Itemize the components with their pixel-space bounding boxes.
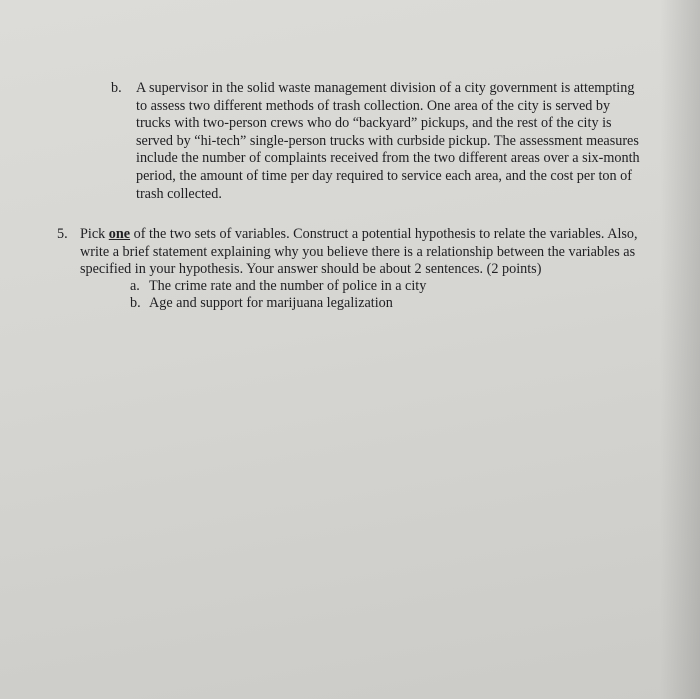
option-b-marker: b. [130,295,141,311]
option-b-text: Age and support for marijuana legalization [149,295,393,311]
question-5-line: write a brief statement explaining why you believe there is a relationship between the variables as [80,243,636,260]
question-4b-line: period, the amount of time per day required to service each area, and the cost per ton of [136,167,632,184]
question-5-line1-before: Pick [80,226,109,242]
question-4b-line: served by “hi-tech” single-person trucks with curbside pickup. The assessment measures [136,132,639,149]
question-4b-line: A supervisor in the solid waste management division of a city government is attempting [136,80,635,96]
question-4b-marker: b. [111,80,122,96]
page-shadow [660,0,700,699]
question-5-line: specified in your hypothesis. Your answer should be about 2 sentences. (2 points) [80,261,542,278]
question-5-line1-after: of the two sets of variables. Construct a potential hypothesis to relate the variables. Also, [130,226,638,242]
question-4b-line: to assess two different methods of trash collection. One area of the city is served by [136,97,611,114]
question-4b-line: trucks with two-person crews who do “backyard” pickups, and the rest of the city is [136,115,612,132]
question-4b-line: include the number of complaints received from the two different areas over a six-month [136,150,640,167]
question-5-text [80,226,638,279]
question-5-line [80,226,638,244]
question-4b-line: trash collected. [136,185,222,202]
question-4b-text [136,80,640,203]
option-a-text: The crime rate and the number of police in a city [149,278,427,294]
question-5-marker: 5. [57,226,68,242]
emphasis-one: one [108,226,131,242]
option-a-marker: a. [130,278,140,294]
